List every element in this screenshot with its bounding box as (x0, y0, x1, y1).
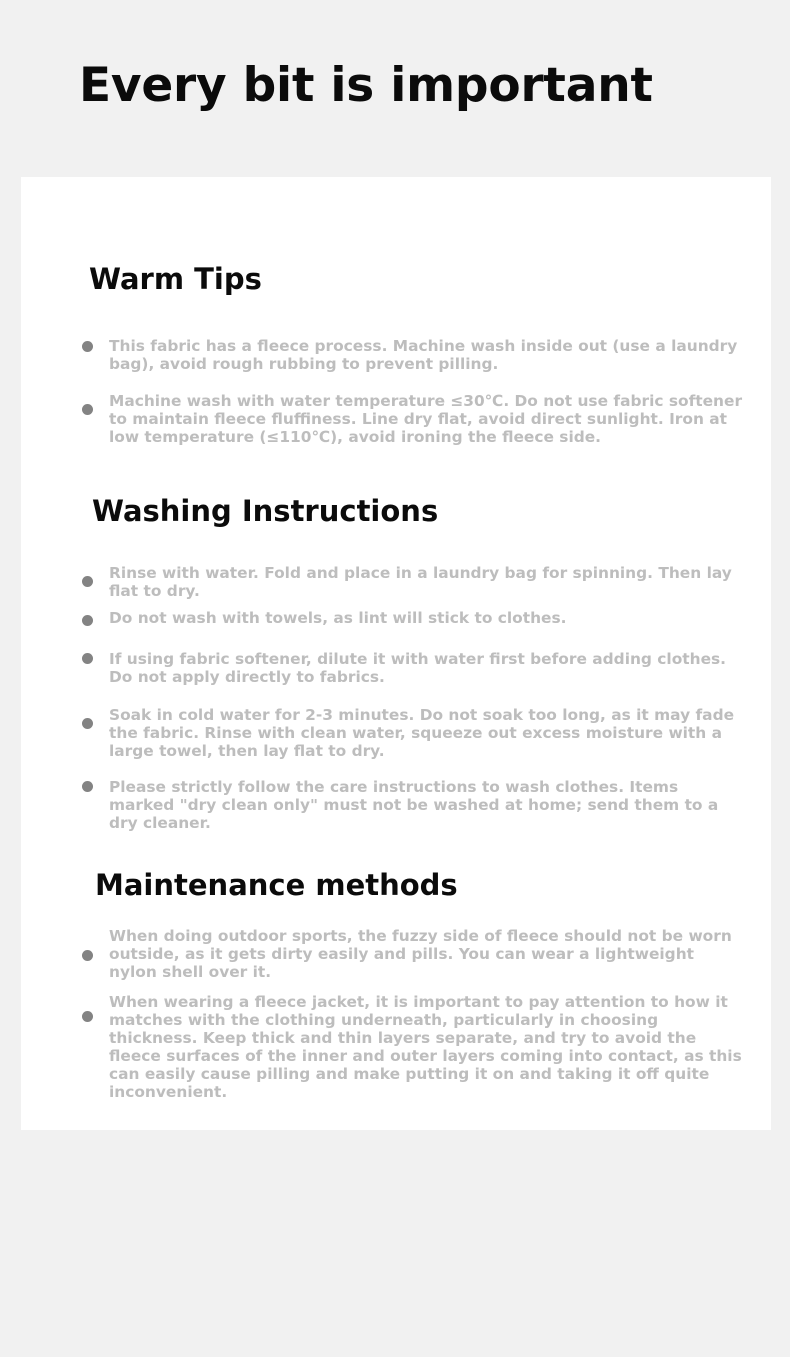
washing-instructions-item-text: Do not wash with towels, as lint will stick to clothes. (109, 609, 567, 627)
care-card (21, 177, 771, 1130)
bullet-dot-icon (82, 653, 93, 664)
bullet-dot-icon (82, 950, 93, 961)
bullet-dot-icon (82, 341, 93, 352)
warm-tips-item-text: Machine wash with water temperature ≤30℃. Do not use fabric softener to maintain fleece fluffiness. Line dry flat, avoid direct sunlight. Iron at low temperature (≤110℃), avoid ironing the fleece side. (109, 392, 743, 446)
maintenance-methods-heading: Maintenance methods (95, 868, 458, 902)
washing-instructions-heading: Washing Instructions (92, 494, 439, 528)
warm-tips-item-text: This fabric has a fleece process. Machine wash inside out (use a laundry bag), avoid rough rubbing to prevent pilling. (109, 337, 738, 373)
bullet-dot-icon (82, 404, 93, 415)
maintenance-methods-item-text: When wearing a fleece jacket, it is important to pay attention to how it matches with the clothing underneath, particularly in choosing thickness. Keep thick and thin layers separate, and try to avoid the fleece surfaces of the inner and outer layers coming into contact, as this can easily cause pilling and make putting it on and taking it off quite inconvenient. (109, 993, 742, 1101)
maintenance-methods-item-text: When doing outdoor sports, the fuzzy side of fleece should not be worn outside, as it gets dirty easily and pills. You can wear a lightweight nylon shell over it. (109, 927, 732, 981)
bullet-dot-icon (82, 576, 93, 587)
washing-instructions-item-text: If using fabric softener, dilute it with water first before adding clothes. Do not apply directly to fabrics. (109, 650, 727, 686)
washing-instructions-item-text: Soak in cold water for 2-3 minutes. Do not soak too long, as it may fade the fabric. Rinse with clean water, squeeze out excess moisture with a large towel, then lay flat to dry. (109, 706, 735, 760)
page-title: Every bit is important (79, 58, 653, 113)
washing-instructions-item-text: Please strictly follow the care instructions to wash clothes. Items marked "dry clean only" must not be washed at home; send them to a dry cleaner. (109, 778, 719, 832)
bullet-dot-icon (82, 781, 93, 792)
bullet-dot-icon (82, 615, 93, 626)
bullet-dot-icon (82, 1011, 93, 1022)
warm-tips-heading: Warm Tips (89, 262, 262, 296)
washing-instructions-item-text: Rinse with water. Fold and place in a laundry bag for spinning. Then lay flat to dry. (109, 564, 732, 600)
bullet-dot-icon (82, 718, 93, 729)
